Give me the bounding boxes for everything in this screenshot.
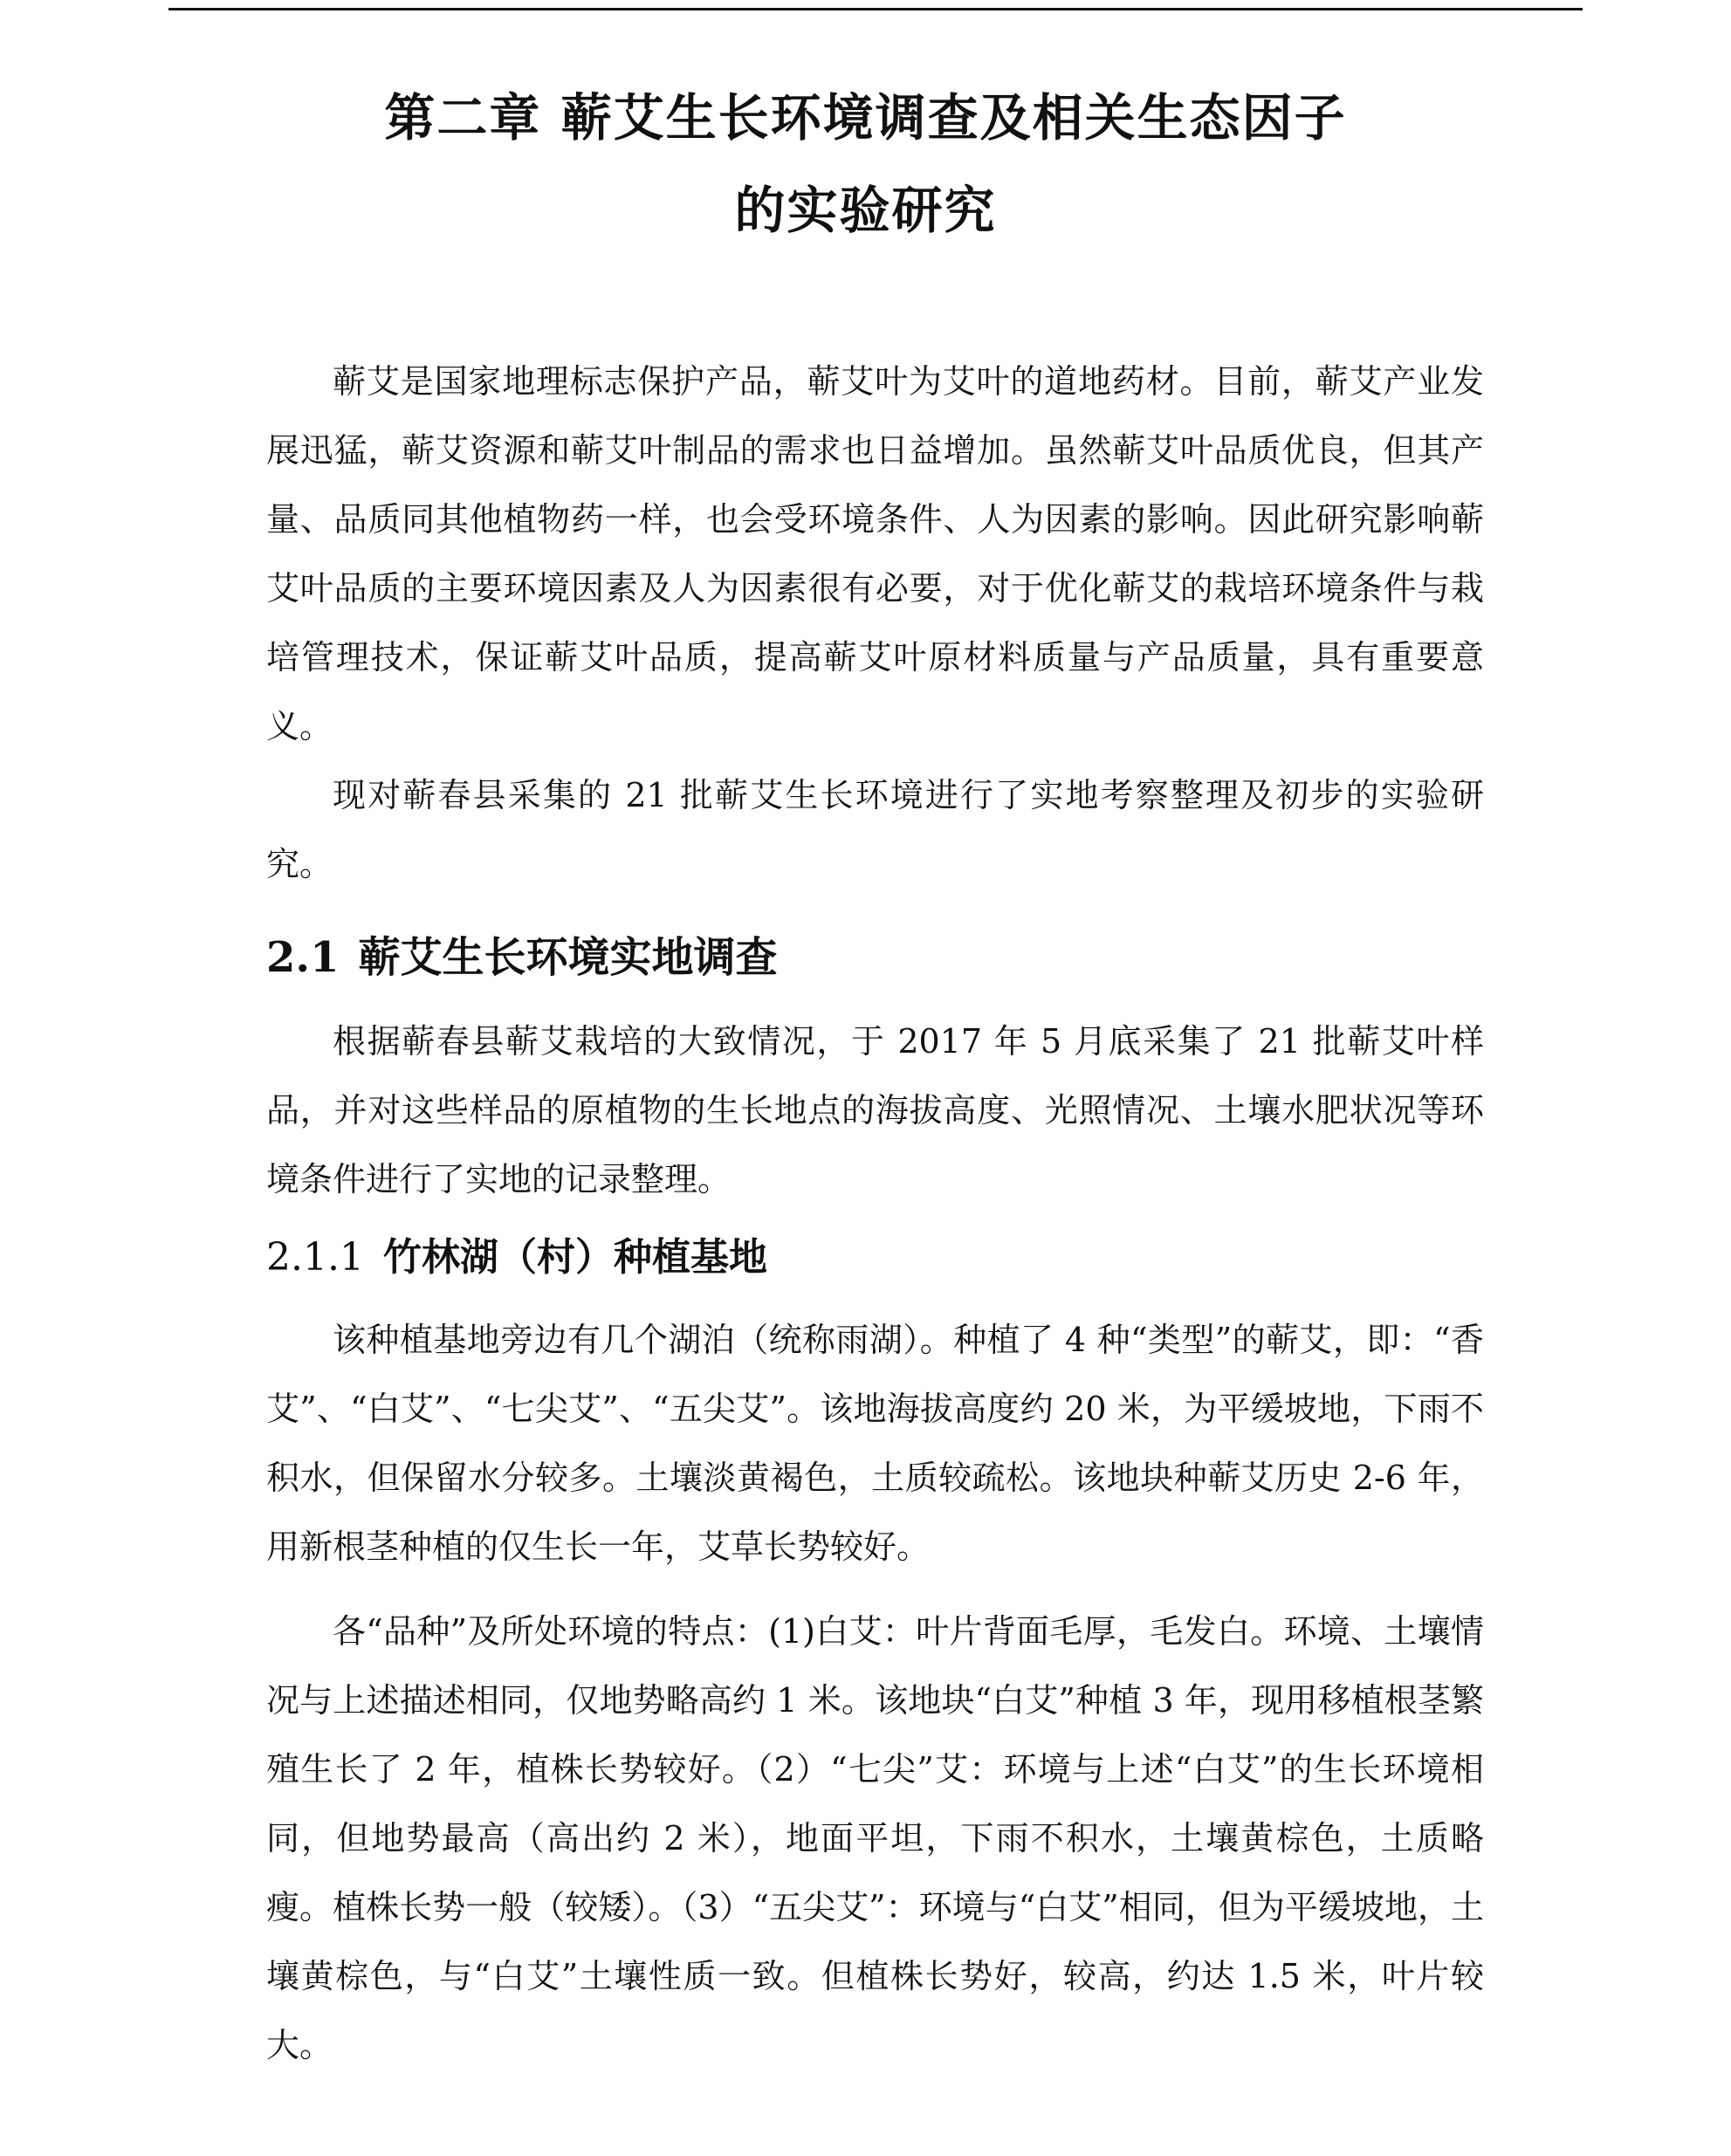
section-2-1-heading: [266, 927, 778, 988]
section-2-1-paragraph: 根据蕲春县蕲艾栽培的大致情况，于 2017 年 5 月底采集了 21 批蕲艾叶样品，并对这些样品的原植物的生长地点的海拔高度、光照情况、土壤水肥状况等环境条件进行了实地的记录整理。: [266, 1022, 1484, 1198]
section-2-1-1-title: 竹林湖（村）种植基地: [382, 1235, 767, 1280]
section-2-1-1-paragraph-1: 该种植基地旁边有几个湖泊（统称雨湖）。种植了 4 种“类型”的蕲艾，即：“香艾”、“白艾”、“七尖艾”、“五尖艾”。该地海拔高度约 20 米，为平缓坡地，下雨不积水，但保留水分较多。土壤淡黄褐色，土质较疏松。该地块种蕲艾历史 2-6 年，用新根茎种植的仅生长一年，艾草长势较好。: [266, 1321, 1484, 1566]
header-rule: [168, 8, 1583, 10]
section-2-1-block: [266, 1007, 1484, 1214]
paragraph-gap: [266, 1582, 1484, 1597]
intro-block: [266, 347, 1484, 899]
intro-paragraph-2: 现对蕲春县采集的 21 批蕲艾生长环境进行了实地考察整理及初步的实验研究。: [266, 776, 1484, 883]
section-2-1-title: 蕲艾生长环境实地调查: [358, 933, 778, 982]
running-header: [729, 0, 956, 3]
section-2-1-1-heading: [266, 1227, 767, 1288]
chapter-title-line-1: 第二章 蕲艾生长环境调查及相关生态因子: [384, 88, 1347, 148]
chapter-title-line-2: 的实验研究: [734, 181, 997, 240]
section-2-1-number: 2.1: [266, 933, 340, 982]
section-2-1-1-number: 2.1.1: [266, 1235, 364, 1280]
section-2-1-1-paragraph-2: 各“品种”及所处环境的特点：(1)白艾：叶片背面毛厚，毛发白。环境、土壤情况与上述描述相同，仅地势略高约 1 米。该地块“白艾”种植 3 年，现用移植根茎繁殖生长了 2 年，植株长势较好。（2）“七尖”艾：环境与上述“白艾”的生长环境相同，但地势最高（高出约 2 米），地面平坦，下雨不积水，土壤黄棕色，土质略瘦。植株长势一般（较矮）。（3）“五尖艾”：环境与“白艾”相同，但为平缓坡地，土壤黄棕色，与“白艾”土壤性质一致。但植株长势好，较高，约达 1.5 米，叶片较大。: [266, 1612, 1484, 2064]
section-2-1-1-block: [266, 1306, 1484, 2080]
intro-paragraph-1: 蕲艾是国家地理标志保护产品，蕲艾叶为艾叶的道地药材。目前，蕲艾产业发展迅猛，蕲艾资源和蕲艾叶制品的需求也日益增加。虽然蕲艾叶品质优良，但其产量、品质同其他植物药一样，也会受环境条件、人为因素的影响。因此研究影响蕲艾叶品质的主要环境因素及人为因素很有必要，对于优化蕲艾的栽培环境条件与栽培管理技术，保证蕲艾叶品质，提高蕲艾叶原材料质量与产品质量，具有重要意义。: [266, 362, 1484, 745]
